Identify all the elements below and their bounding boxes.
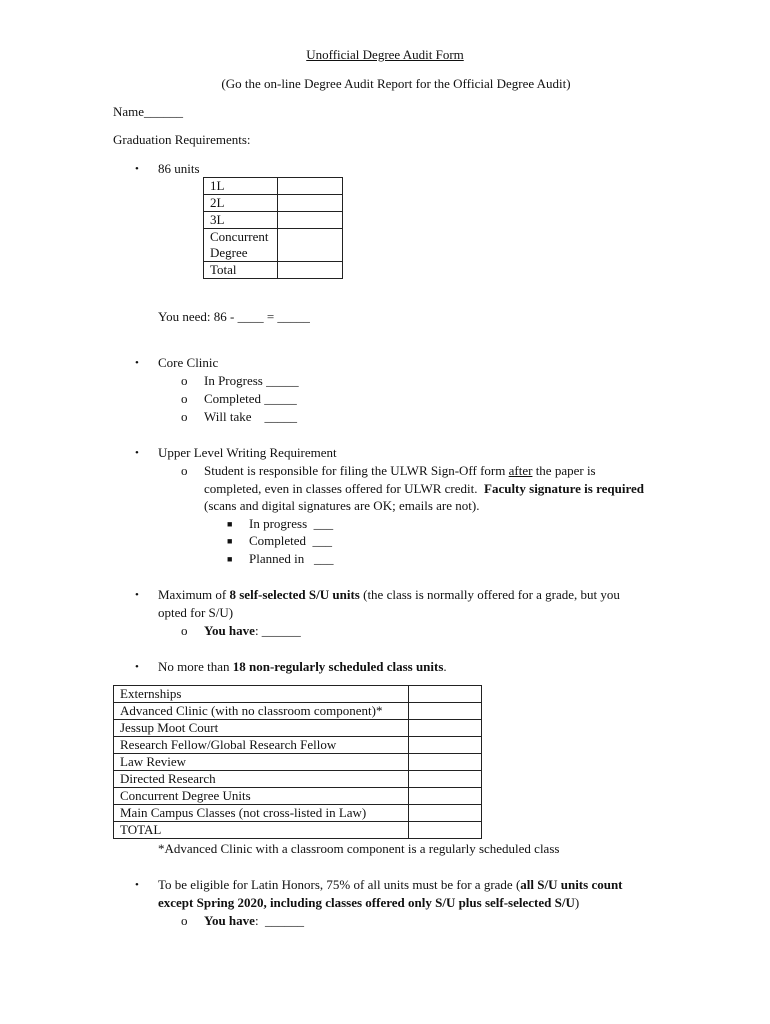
- nonreg-row-label: Law Review: [114, 754, 409, 771]
- units-value-cell[interactable]: [277, 262, 342, 279]
- honors-line-2: [158, 894, 579, 912]
- table-row: [114, 686, 482, 703]
- bullet-icon: •: [135, 447, 139, 459]
- circle-bullet-icon: o: [181, 391, 188, 406]
- table-row: [204, 195, 343, 212]
- units-row-label: 3L: [204, 212, 278, 229]
- honors-bold: all S/U units count: [520, 877, 623, 892]
- circle-bullet-icon: o: [181, 409, 188, 424]
- su-text: Maximum of: [158, 587, 230, 602]
- honors-bold: except Spring 2020, including classes offered only S/U plus self-selected S/U: [158, 895, 575, 910]
- circle-bullet-icon: o: [181, 373, 188, 388]
- table-row: [114, 788, 482, 805]
- nonreg-value-cell[interactable]: [408, 771, 481, 788]
- su-you-have: [204, 622, 301, 640]
- nonreg-value-cell[interactable]: [408, 754, 481, 771]
- su-you-have-blank[interactable]: : ______: [254, 623, 301, 638]
- table-row: [114, 737, 482, 754]
- honors-you-have-blank[interactable]: : ______: [254, 913, 305, 928]
- core-clinic-will-take: Will take _____: [204, 409, 297, 424]
- units-value-cell[interactable]: [277, 195, 342, 212]
- ulwr-planned-in: Planned in ___: [249, 551, 334, 566]
- nonreg-row-label: Jessup Moot Court: [114, 720, 409, 737]
- ulwr-text: Student is responsible for filing the ULWR Sign-Off form: [204, 463, 509, 478]
- units-row-label: 2L: [204, 195, 278, 212]
- units-value-cell[interactable]: [277, 178, 342, 195]
- core-clinic-completed: Completed _____: [204, 391, 297, 406]
- ulwr-text: the paper is: [532, 463, 596, 478]
- you-need-line: You need: 86 - ____ = _____: [158, 309, 310, 324]
- square-bullet-icon: ■: [227, 554, 233, 564]
- nonreg-row-label: Concurrent Degree Units: [114, 788, 409, 805]
- table-row: [204, 262, 343, 279]
- circle-bullet-icon: o: [181, 623, 188, 638]
- nonreg-footnote: *Advanced Clinic with a classroom component is a regularly scheduled class: [158, 841, 560, 856]
- bullet-icon: •: [135, 357, 139, 369]
- units-table: [203, 177, 343, 279]
- units-row-label: Concurrent Degree: [204, 229, 278, 262]
- nonreg-row-label: Externships: [114, 686, 409, 703]
- table-row: [204, 212, 343, 229]
- honors-text: To be eligible for Latin Honors, 75% of all units must be for a grade (: [158, 877, 521, 892]
- circle-bullet-icon: o: [181, 913, 188, 928]
- nonreg-row-label: Advanced Clinic (with no classroom component)*: [114, 703, 409, 720]
- nonreg-value-cell[interactable]: [408, 822, 481, 839]
- table-row: [114, 754, 482, 771]
- su-you-have-label: You have: [204, 623, 255, 638]
- honors-text: ): [574, 895, 580, 910]
- nonreg-value-cell[interactable]: [408, 720, 481, 737]
- bullet-icon: •: [135, 589, 139, 601]
- nonreg-row-label: Directed Research: [114, 771, 409, 788]
- graduation-requirements-heading: Graduation Requirements:: [113, 132, 251, 147]
- honors-you-have-label: You have: [204, 913, 255, 928]
- nonreg-value-cell[interactable]: [408, 805, 481, 822]
- ulwr-instructions-line-1: [204, 462, 596, 480]
- bullet-icon: •: [135, 163, 139, 175]
- honors-line-1: [158, 876, 623, 894]
- nonreg-bold: 18 non-regularly scheduled class units: [232, 659, 444, 674]
- bullet-icon: •: [135, 879, 139, 891]
- square-bullet-icon: ■: [227, 519, 233, 529]
- units-value-cell[interactable]: [277, 229, 342, 262]
- nonreg-row-label: Main Campus Classes (not cross-listed in Law): [114, 805, 409, 822]
- su-line-1: [158, 586, 620, 604]
- nonreg-row-label: TOTAL: [114, 822, 409, 839]
- bullet-icon: •: [135, 661, 139, 673]
- core-clinic-in-progress: In Progress _____: [204, 373, 299, 388]
- nonreg-value-cell[interactable]: [408, 703, 481, 720]
- nonreg-value-cell[interactable]: [408, 737, 481, 754]
- nonreg-table: [113, 685, 482, 839]
- su-bold: 8 self-selected S/U units: [229, 587, 360, 602]
- faculty-signature-note: Faculty signature is required: [484, 481, 644, 496]
- table-row: [114, 703, 482, 720]
- table-row: [204, 229, 343, 262]
- units-value-cell[interactable]: [277, 212, 342, 229]
- nonreg-row-label: Research Fellow/Global Research Fellow: [114, 737, 409, 754]
- units-row-label: 1L: [204, 178, 278, 195]
- su-text: (the class is normally offered for a grade, but you: [359, 587, 620, 602]
- table-row: [114, 822, 482, 839]
- nonreg-text: .: [443, 659, 447, 674]
- table-row: [204, 178, 343, 195]
- ulwr-after: after: [508, 463, 533, 478]
- units-heading: 86 units: [158, 161, 200, 176]
- nonreg-value-cell[interactable]: [408, 686, 481, 703]
- honors-you-have: [204, 912, 304, 930]
- nonreg-value-cell[interactable]: [408, 788, 481, 805]
- su-line-2: opted for S/U): [158, 605, 234, 620]
- units-row-label: Total: [204, 262, 278, 279]
- ulwr-in-progress: In progress ___: [249, 516, 334, 531]
- square-bullet-icon: ■: [227, 536, 233, 546]
- table-row: [114, 720, 482, 737]
- ulwr-completed: Completed ___: [249, 533, 333, 548]
- circle-bullet-icon: o: [181, 463, 188, 478]
- nonreg-text: No more than: [158, 659, 233, 674]
- page-title: Unofficial Degree Audit Form: [306, 47, 464, 62]
- core-clinic-heading: Core Clinic: [158, 355, 219, 370]
- ulwr-text: completed, even in classes offered for ULWR credit.: [204, 481, 484, 496]
- name-field[interactable]: Name______: [113, 104, 184, 119]
- ulwr-heading: Upper Level Writing Requirement: [158, 445, 337, 460]
- page-subtitle: (Go the on-line Degree Audit Report for the Official Degree Audit): [221, 76, 571, 91]
- ulwr-instructions-line-3: (scans and digital signatures are OK; emails are not).: [204, 498, 480, 513]
- ulwr-instructions-line-2: [204, 480, 644, 498]
- nonreg-heading: [158, 658, 447, 676]
- table-row: [114, 771, 482, 788]
- table-row: [114, 805, 482, 822]
